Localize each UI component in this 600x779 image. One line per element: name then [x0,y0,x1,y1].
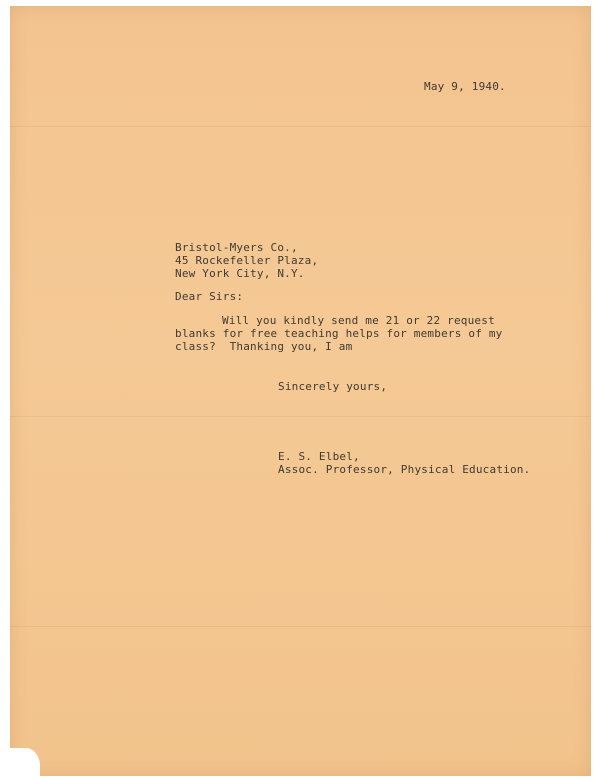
torn-corner [10,748,40,776]
letter-date: May 9, 1940. [424,80,506,93]
paper-texture-line [10,416,591,417]
signature-title: Assoc. Professor, Physical Education. [278,463,531,476]
recipient-line-2: 45 Rockefeller Plaza, [175,254,319,267]
recipient-address [175,241,318,280]
recipient-line-3: New York City, N.Y. [175,267,305,280]
paper-texture-line [10,626,591,627]
signature-block [278,450,530,476]
recipient-line-1: Bristol-Myers Co., [175,241,298,254]
salutation: Dear Sirs: [175,290,244,303]
signature-name: E. S. Elbel, [278,450,360,463]
body-line-1: Will you kindly send me 21 or 22 request [222,314,495,327]
letter-page [10,6,591,776]
body-line-3: class? Thanking you, I am [175,340,353,353]
body-line-2: blanks for free teaching helps for members of my [175,327,503,340]
paper-texture-line [10,126,591,127]
closing: Sincerely yours, [278,380,388,393]
